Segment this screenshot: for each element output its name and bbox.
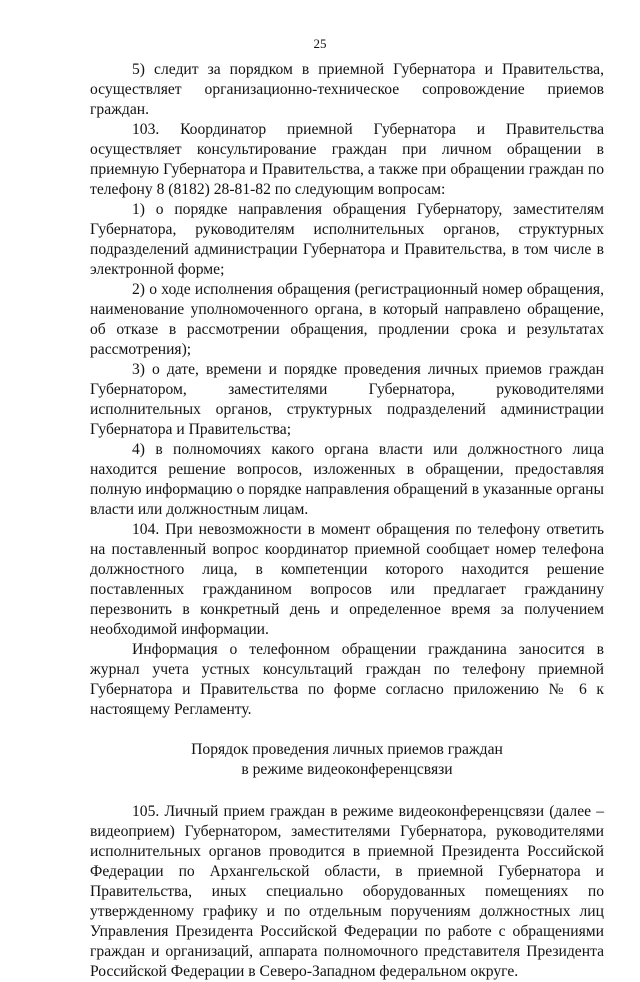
paragraph-105: 105. Личный прием граждан в режиме видеоконференцсвязи (далее – видеоприем) Губернатором, заместителями Губернатора, руководителями исполнительных органов проводится в приемной Президента Российской Федерации по Архангельской области, в приемной Губернатора и Правительства, иных специально оборудованных помещениях по утвержденному графику и по отдельным поручениям должностных лиц Управления Президента Российской Федерации по работе с обращениями граждан и организаций, аппарата полномочного представителя Президента Российской Федерации в Северо-Западном федеральном округе.: [90, 803, 604, 980]
paragraph-phone-log: Информация о телефонном обращении гражданина заносится в журнал учета устных консультаций граждан по телефону приемной Губернатора и Правительства по форме согласно приложению № 6 к настоящему Регламенту.: [90, 641, 604, 718]
paragraph-103-item-3: 3) о дате, времени и порядке проведения личных приемов граждан Губернатором, заместителями Губернатора, руководителями исполнительных органов, структурных подразделений администрации Губернатора и Правительства;: [90, 361, 604, 438]
paragraph-103: 103. Координатор приемной Губернатора и Правительства осуществляет консультирование граждан при личном обращении в приемную Губернатора и Правительства, а также при обращении граждан по телефону 8 (8182) 28-81-82 по следующим вопросам:: [90, 121, 604, 198]
paragraph-item-5: 5) следит за порядком в приемной Губернатора и Правительства, осуществляет организационно-техническое сопровождение приемов граждан.: [90, 61, 604, 118]
paragraph-103-item-1: 1) о порядке направления обращения Губернатору, заместителям Губернатора, руководителям исполнительных органов, структурных подразделений администрации Губернатора и Правительства, в том числе в электронной форме;: [90, 201, 604, 278]
section-heading-line-1: Порядок проведения личных приемов граждан: [191, 741, 503, 758]
paragraph-103-item-2: 2) о ходе исполнения обращения (регистрационный номер обращения, наименование уполномоченного органа, в который направлено обращение, об отказе в рассмотрении обращения, продлении срока и результатах рассмотрения);: [90, 281, 604, 358]
page-number: 25: [313, 36, 327, 51]
paragraph-103-item-4: 4) в полномочиях какого органа власти или должностного лица находится решение вопросов, изложенных в обращении, предоставляя полную информацию о порядке направления обращений в указанные органы власти или должностным лицам.: [90, 441, 604, 518]
section-heading-line-2: в режиме видеоконференцсвязи: [241, 761, 453, 778]
document-body: [90, 60, 604, 982]
paragraph-104: 104. При невозможности в момент обращения по телефону ответить на поставленный вопрос координатор приемной сообщает номер телефона должностного лица, в компетенции которого находится решение поставленных гражданином вопросов или предлагает гражданину перезвонить в конкретный день и определенное время за получением необходимой информации.: [90, 521, 604, 638]
section-heading: [90, 740, 604, 780]
